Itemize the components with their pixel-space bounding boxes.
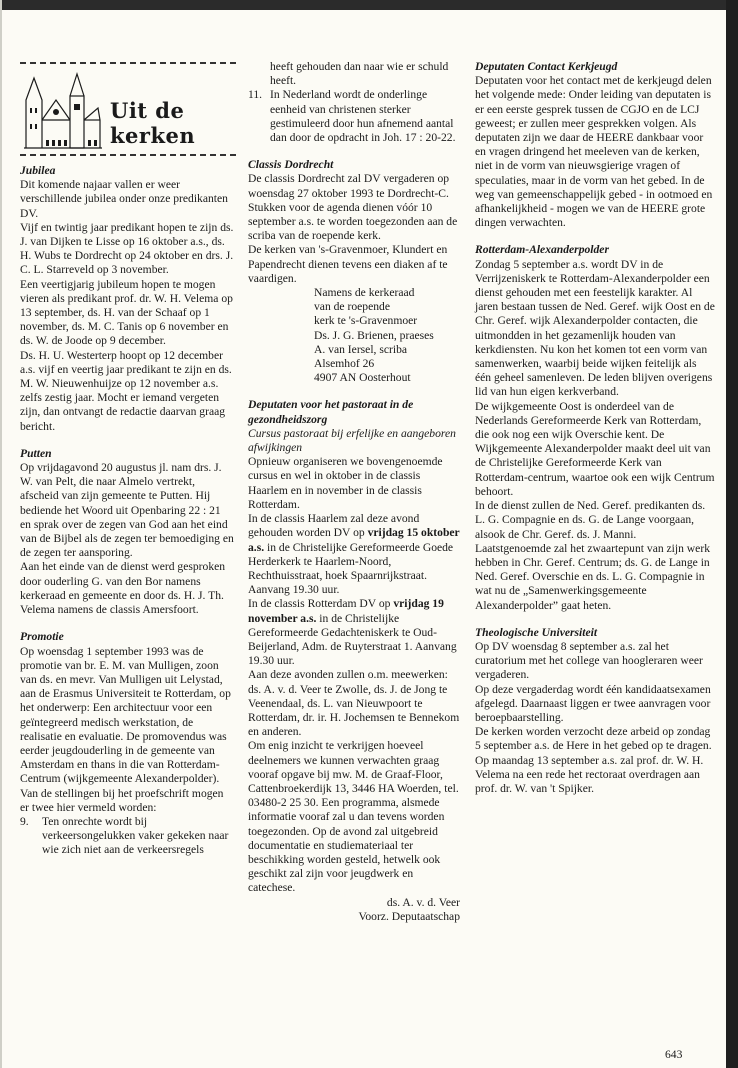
paragraph: Om enig inzicht te verkrijgen hoeveel deelnemers we kunnen verwachten graag vooraf opgave bij mw. M. de Graaf-Floor, Cattenbroekerdijk 13, 3446 HA Woerden, tel. 03480-2 25 30. Een programma, alsmede informatie vooraf zal u dan tevens worden toegezonden. Op de avond zal uitgebreid documentatie en studiemateriaal ter beschikking worden gesteld, hetwelk ook geschikt zal zijn voor jeugdwerk en catechese. — [248, 739, 459, 895]
signature-line: kerk te 's-Gravenmoer — [314, 314, 418, 328]
signature-right: ds. A. v. d. Veer — [386, 895, 460, 909]
signature-right: Voorz. Deputaatschap — [358, 909, 460, 923]
paragraph: Op DV woensdag 8 september a.s. zal het curatorium met het college van hoogleraren weer vergaderen. — [475, 639, 703, 682]
church-icon — [22, 70, 104, 150]
list-item — [248, 60, 460, 88]
paragraph: Op maandag 13 september a.s. zal prof. dr. W. H. Velema na een rede het rectoraat overdragen aan prof. dr. W. van 't Spijker. — [475, 753, 704, 795]
section-heading: Rotterdam-Alexanderpolder — [475, 243, 609, 257]
paragraph: Vijf en twintig jaar predikant hopen te zijn ds. J. van Dijken te Lisse op 16 oktober a.s., ds. H. Wubs te Dordrecht op 24 oktober en drs. J. C. L. Starreveld op 3 november. — [20, 220, 234, 277]
signature-line — [248, 896, 460, 910]
section-title: Uit de kerken — [110, 98, 196, 148]
banner-rule-bottom — [20, 154, 236, 156]
paragraph: Zondag 5 september a.s. wordt DV in de Verrijzeniskerk te Rotterdam-Alexanderpolder een dienst gehouden met een feestelijk karakter. Al jaren bestaan tussen de Ned. Geref. wijk Oost en de Chr. Geref. wijk Alexanderpolder contacten, die uitmondden in het gezamenlijk houden van kerkdiensten. Nu kon het komen tot een vorm van samenwerken, waarbij beide wijken feitelijk als één geheel samenleven. De leden blijven overigens lid van hun eigen kerkverband. — [475, 257, 715, 399]
signature-line: Alsemhof 26 — [314, 357, 375, 371]
paragraph-text: In de classis Haarlem zal deze avond gehouden worden DV op — [248, 512, 420, 540]
section-heading: Promotie — [20, 630, 64, 644]
column-2 — [248, 60, 460, 924]
paragraph-text: in de Christelijke Gereformeerde Goede Herderkerk te Haarlem-Noord, Rechthuisstraat, hoek Spaarnrijkstraat. Aanvang 19.30 uur. — [248, 540, 454, 597]
page-edge-left — [0, 0, 2, 1068]
column-1 — [20, 164, 234, 858]
signature-line: A. van Iersel, scriba — [314, 342, 408, 356]
section-heading: Deputaten Contact Kerkjeugd — [475, 60, 618, 73]
paragraph: Ds. H. U. Westerterp hoopt op 12 december a.s. vijf en veertig jaar predikant te zijn en ds. M. W. Nieuwenhuijze op 12 november a.s. zelfs zestig jaar. Mocht er iemand vergeten zijn, dan ontvangt de redactie daarvan graag bericht. — [20, 348, 232, 433]
paragraph — [248, 597, 460, 668]
paragraph-text: in de Christelijke Gereformeerde Gedachteniskerk te Oud-Beijerland, Adm. de Ruyterstraat 1. Aanvang 19.30 uur. — [248, 611, 457, 668]
date-emphasis: vrijdag 19 november a.s. — [248, 597, 444, 625]
paragraph: Een veertigjarig jubileum hopen te mogen vieren als predikant prof. dr. W. H. Velema op 13 september, ds. H. van der Schaaf op 1 november, ds. M. C. Tanis op 6 november en ds. W. de Joode op 9 december. — [20, 277, 233, 348]
item-number: 11. — [248, 88, 263, 102]
paragraph: Van de stellingen bij het proefschrift mogen er twee hier vermeld worden: — [20, 786, 224, 814]
item-text: Ten onrechte wordt bij verkeersongelukken vaker gekeken naar wie zich niet aan de verkeersregels — [42, 814, 229, 857]
paragraph: Aan deze avonden zullen o.m. meewerken: ds. A. v. d. Veer te Zwolle, ds. J. de Jong te Veenendaal, ds. L. van Nieuwpoort te Rotterdam, dr. ir. H. Jochemsen te Bennekom en anderen. — [248, 668, 460, 739]
section-heading: Putten — [20, 446, 52, 460]
section-heading: Classis Dordrecht — [248, 158, 334, 172]
date-emphasis: vrijdag 15 oktober a.s. — [248, 526, 460, 554]
paragraph: Op deze vergaderdag wordt één kandidaatsexamen afgelegd. Daarnaast liggen er twee aanvragen voor beroepbaarstelling. — [475, 682, 711, 724]
paragraph: Op woensdag 1 september 1993 was de promotie van br. E. M. van Mulligen, zoon van ds. en mevr. Van Mulligen uit Lelystad, aan de Erasmus Universiteit te Rotterdam, op het onderwerp: Een architectuur voor een geïntegreerd medisch werkstation, de realisatie en evaluatie. De promovendus was eerder jeugdouderling in de gemeente van Amsterdam en thans in die van Rotterdam-Centrum (wijkgemeente Alexanderpolder). — [20, 644, 231, 786]
paragraph: Op vrijdagavond 20 augustus jl. nam drs. J. W. van Pelt, die naar Almelo vertrekt, afscheid van zijn gemeente te Putten. Hij bediende het Woord uit Openbaring 22 : 21 en sprak over de zegen van God aan het eind van de Bijbel als de zegen ter bemoediging en de zegen ter aansporing. — [20, 461, 234, 560]
paragraph — [248, 512, 460, 597]
numbered-item — [20, 815, 234, 858]
paragraph: In de dienst zullen de Ned. Geref. predikanten ds. L. G. Compagnie en ds. G. de Lange voorgaan, alsook de Chr. Geref. ds. J. Manni. — [475, 499, 706, 541]
column-3 — [475, 60, 715, 796]
page-edge-right — [726, 0, 738, 1068]
paragraph: De wijkgemeente Oost is onderdeel van de Nederlands Gereformeerde Kerk van Rotterdam, die ook nog een wijk Overschie kent. De Wijkgemeente Alexanderpolder maakt deel uit van de Christelijke Gereformeerde Kerk van Rotterdam-centrum, waartoe ook een wijk Centrum behoort. — [475, 399, 715, 498]
paragraph: Opnieuw organiseren we bovengenoemde cursus en wel in oktober in de classis Haarlem en in november in de classis Rotterdam. — [248, 455, 443, 511]
page-edge-top — [0, 0, 738, 10]
page-number: 643 — [665, 1048, 683, 1061]
section-heading: Theologische Universiteit — [475, 625, 598, 639]
numbered-item — [248, 60, 460, 88]
paragraph: Dit komende najaar vallen er weer verschillende jubilea onder onze predikanten DV. — [20, 178, 228, 220]
section-heading: Deputaten voor het pastoraat in de gezondheidszorg — [248, 398, 414, 426]
paragraph: Deputaten voor het contact met de kerkjeugd delen het volgende mede: Onder leiding van deputaten is er een eerste gesprek tussen de CGJO en de LCJ geweest; er zullen meer gesprekken volgen. Als deputaten zijn we daar de HEERE dankbaar voor en vragen dringend het meeleven van de kerken, niet in de vorm van nieuwsgierige vragen of speculaties, maar in de vorm van het gebed. In de weg van gemeenschappelijk gebed - in ootmoed en afhankelijkheid - mogen we van de HEERE grote dingen verwachten. — [475, 74, 713, 230]
list-item — [248, 88, 460, 145]
paragraph: De kerken worden verzocht deze arbeid op zondag 5 september a.s. de Here in het gebed op te dragen. — [475, 725, 712, 753]
item-text: heeft gehouden dan naar wie er schuld heeft. — [270, 60, 449, 88]
signature-line: van de roepende — [314, 300, 390, 314]
signature-line: Namens de kerkeraad — [314, 286, 415, 300]
item-text: In Nederland wordt de onderlinge eenheid van christenen sterker gestimuleerd door hun afnemend aantal dan door de opdracht in Joh. 17 : 20-22. — [270, 88, 456, 145]
numbered-item — [248, 88, 460, 145]
section-heading: Jubilea — [20, 164, 56, 177]
section-subheading: Cursus pastoraat bij erfelijke en aangeboren afwijkingen — [248, 426, 456, 455]
paragraph: Aan het einde van de dienst werd gesproken door ouderling G. van den Bor namens kerkeraad en gemeente en door ds. H. J. Th. Velema namens de classis Amersfoort. — [20, 560, 226, 617]
paragraph: Laatstgenoemde zal het zwaartepunt van zijn werk hebben in Chr. Geref. Centrum; ds. G. de Lange in Ned. Geref. Overschie en ds. L. G. Compagnie in wat nu de „Samenwerkingsgemeente Alexanderpolder” gaat heten. — [475, 541, 710, 612]
section-banner — [20, 58, 236, 158]
paragraph: De classis Dordrecht zal DV vergaderen op woensdag 27 oktober 1993 te Dordrecht-C. Stukken voor de agenda dienen vóór 10 september a.s. te worden toegezonden aan de scriba van de roepende kerk. — [248, 172, 458, 243]
list-item — [20, 815, 234, 858]
item-number: 9. — [20, 814, 29, 828]
signature-line — [248, 910, 460, 924]
signature-line: Ds. J. G. Brienen, praeses — [314, 328, 434, 342]
paragraph: De kerken van 's-Gravenmoer, Klundert en Papendrecht dienen tevens een diaken af te vaardigen. — [248, 243, 448, 285]
paragraph-text: In de classis Rotterdam DV op — [248, 597, 394, 611]
banner-rule-top — [20, 62, 236, 64]
signature-line: 4907 AN Oosterhout — [314, 371, 411, 385]
